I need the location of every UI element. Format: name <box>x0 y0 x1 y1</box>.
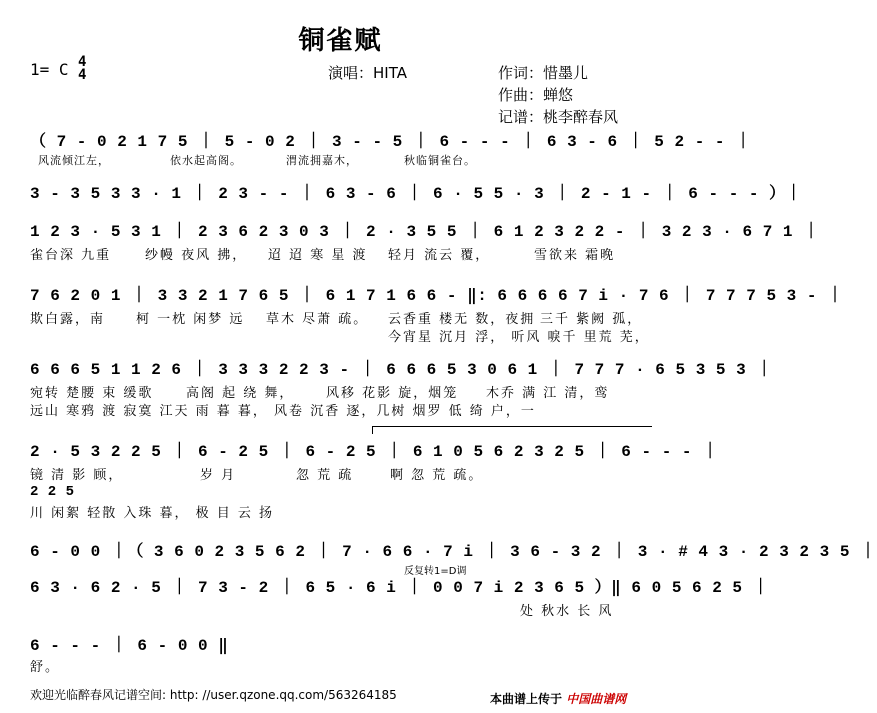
lyric-3c: 迢 迢 寒 星 渡 <box>268 248 368 263</box>
lyric-4e: 三千 紫阙 孤， <box>540 312 643 327</box>
score-row-8: 6 3 · 6 2 · 5 ｜ 7 3 - 2 ｜ 6 5 · 6 i ｜ 0 0 7 i 2 3 6 5 ）‖ 6 0 5 6 2 5 ｜ <box>30 579 770 597</box>
lyric-5c: 风移 花影 旋，烟笼 <box>326 386 459 401</box>
score-row-6: 2 · 5 3 2 2 5 ｜ 6 - 2 5 ｜ 6 - 2 5 ｜ 6 1 0 5 6 2 3 2 5 ｜ 6 - - - ｜ <box>30 443 719 461</box>
lyric-6b: 岁 月 <box>200 468 237 483</box>
page-title: 铜雀赋 <box>298 26 383 56</box>
lyric-9a: 舒。 <box>30 660 61 675</box>
volta-bracket <box>372 426 652 427</box>
score-row-2: 3 - 3 5 3 3 · 1 ｜ 2 3 - - ｜ 6 3 - 6 ｜ 6 · 5 5 · 3 ｜ 2 - 1 - ｜ 6 - - - ）｜ <box>30 185 803 203</box>
lyric-3a: 雀台深 九重 <box>30 248 112 263</box>
lyric-3b: 纱幔 夜风 拂， <box>145 248 248 263</box>
lyric-5b: 高阁 起 绕 舞， <box>186 386 295 401</box>
lyric-8a: 处 秋水 长 风 <box>520 604 614 619</box>
lyricist-credit: 作词：惜墨儿 <box>498 64 589 82</box>
lyric-4d: 云香重 楼无 数，夜拥 <box>388 312 536 327</box>
lyric-3d: 轻月 流云 覆， <box>388 248 491 263</box>
lyric-1c: 渭流拥嘉木， <box>286 154 358 167</box>
modulation-note: 反复转1=D调 <box>404 566 467 577</box>
lyric-4c: 草木 尽萧 疏。 <box>266 312 369 327</box>
time-sig-bottom: 4 <box>78 67 87 83</box>
lyric-4-second-verse: 今宵星 沉月 浮， 听风 唳千 里荒 芜， <box>388 330 650 345</box>
score-row-7: 6 - 0 0 ｜（ 3 6 0 2 3 5 6 2 ｜ 7 · 6 6 · 7 i ｜ 3 6 - 3 2 ｜ 3 · # 4 3 · 2 3 2 3 5 ｜ <box>30 543 877 561</box>
singer-credit: 演唱：HITA <box>328 64 407 82</box>
lyric-4b: 柯 一枕 闲梦 远 <box>136 312 245 327</box>
footer-source-prefix: 本曲谱上传于 <box>490 692 563 706</box>
volta-bracket-left <box>372 426 373 434</box>
transcriber-credit: 记谱：桃李醉春风 <box>498 108 619 126</box>
lyric-5-second-verse: 远山 寒鸦 渡 寂寞 江天 雨 暮 暮， 风卷 沉香 逐，几树 烟罗 低 绮 户，一 <box>30 404 536 419</box>
composer-credit: 作曲：蝉悠 <box>498 86 574 104</box>
lyric-6d: 啊 忽 荒 疏。 <box>390 468 484 483</box>
lyric-5a: 宛转 楚腰 束 缓歌 <box>30 386 154 401</box>
score-row-1: （ 7 - 0 2 1 7 5 ｜ 5 - 0 2 ｜ 3 - - 5 ｜ 6 - - - ｜ 6 3 - 6 ｜ 5 2 - - ｜ <box>30 133 752 151</box>
lyric-4a: 欺白露，南 <box>30 312 106 327</box>
score-row-4: 7 6 2 0 1 ｜ 3 3 2 1 7 6 5 ｜ 6 1 7 1 6 6 - ‖: 6 6 6 6 7 i · 7 6 ｜ 7 7 7 5 3 - ｜ <box>30 287 844 305</box>
lyric-1b: 依水起高阁。 <box>170 154 242 167</box>
score-row-3: 1 2 3 · 5 3 1 ｜ 2 3 6 2 3 0 3 ｜ 2 · 3 5 5 ｜ 6 1 2 3 2 2 - ｜ 3 2 3 · 6 7 1 ｜ <box>30 223 820 241</box>
lyric-6a: 镜 清 影 顾， <box>30 468 124 483</box>
site-logo: 中国曲谱网 <box>566 692 627 706</box>
lyric-3e: 雪欲来 霜晚 <box>534 248 616 263</box>
key-signature: 1= C <box>30 60 69 79</box>
time-signature <box>78 56 86 82</box>
lyric-1d: 秋临铜雀台。 <box>404 154 476 167</box>
score-row-9: 6 - - - ｜ 6 - 0 0 ‖ <box>30 637 229 655</box>
time-sig-top: 4 <box>78 54 87 70</box>
footer-source <box>490 690 626 707</box>
score-row-5: 6 6 6 5 1 1 2 6 ｜ 3 3 3 2 2 3 - ｜ 6 6 6 5 3 0 6 1 ｜ 7 7 7 · 6 5 3 5 3 ｜ <box>30 361 773 379</box>
lyric-5d: 木乔 满 江 清，鸾 <box>486 386 610 401</box>
lyric-1a: 风流倾江左， <box>38 154 110 167</box>
lyric-6c: 忽 荒 疏 <box>296 468 354 483</box>
lyric-6-second-verse: 川 闲絮 轻散 入珠 暮， 极 目 云 扬 <box>30 506 275 521</box>
alt-notes-row-6: 2 2 5 <box>30 484 75 500</box>
footer-credit: 欢迎光临醉春风记谱空间: http: //user.qzone.qq.com/563264185 <box>30 688 397 702</box>
